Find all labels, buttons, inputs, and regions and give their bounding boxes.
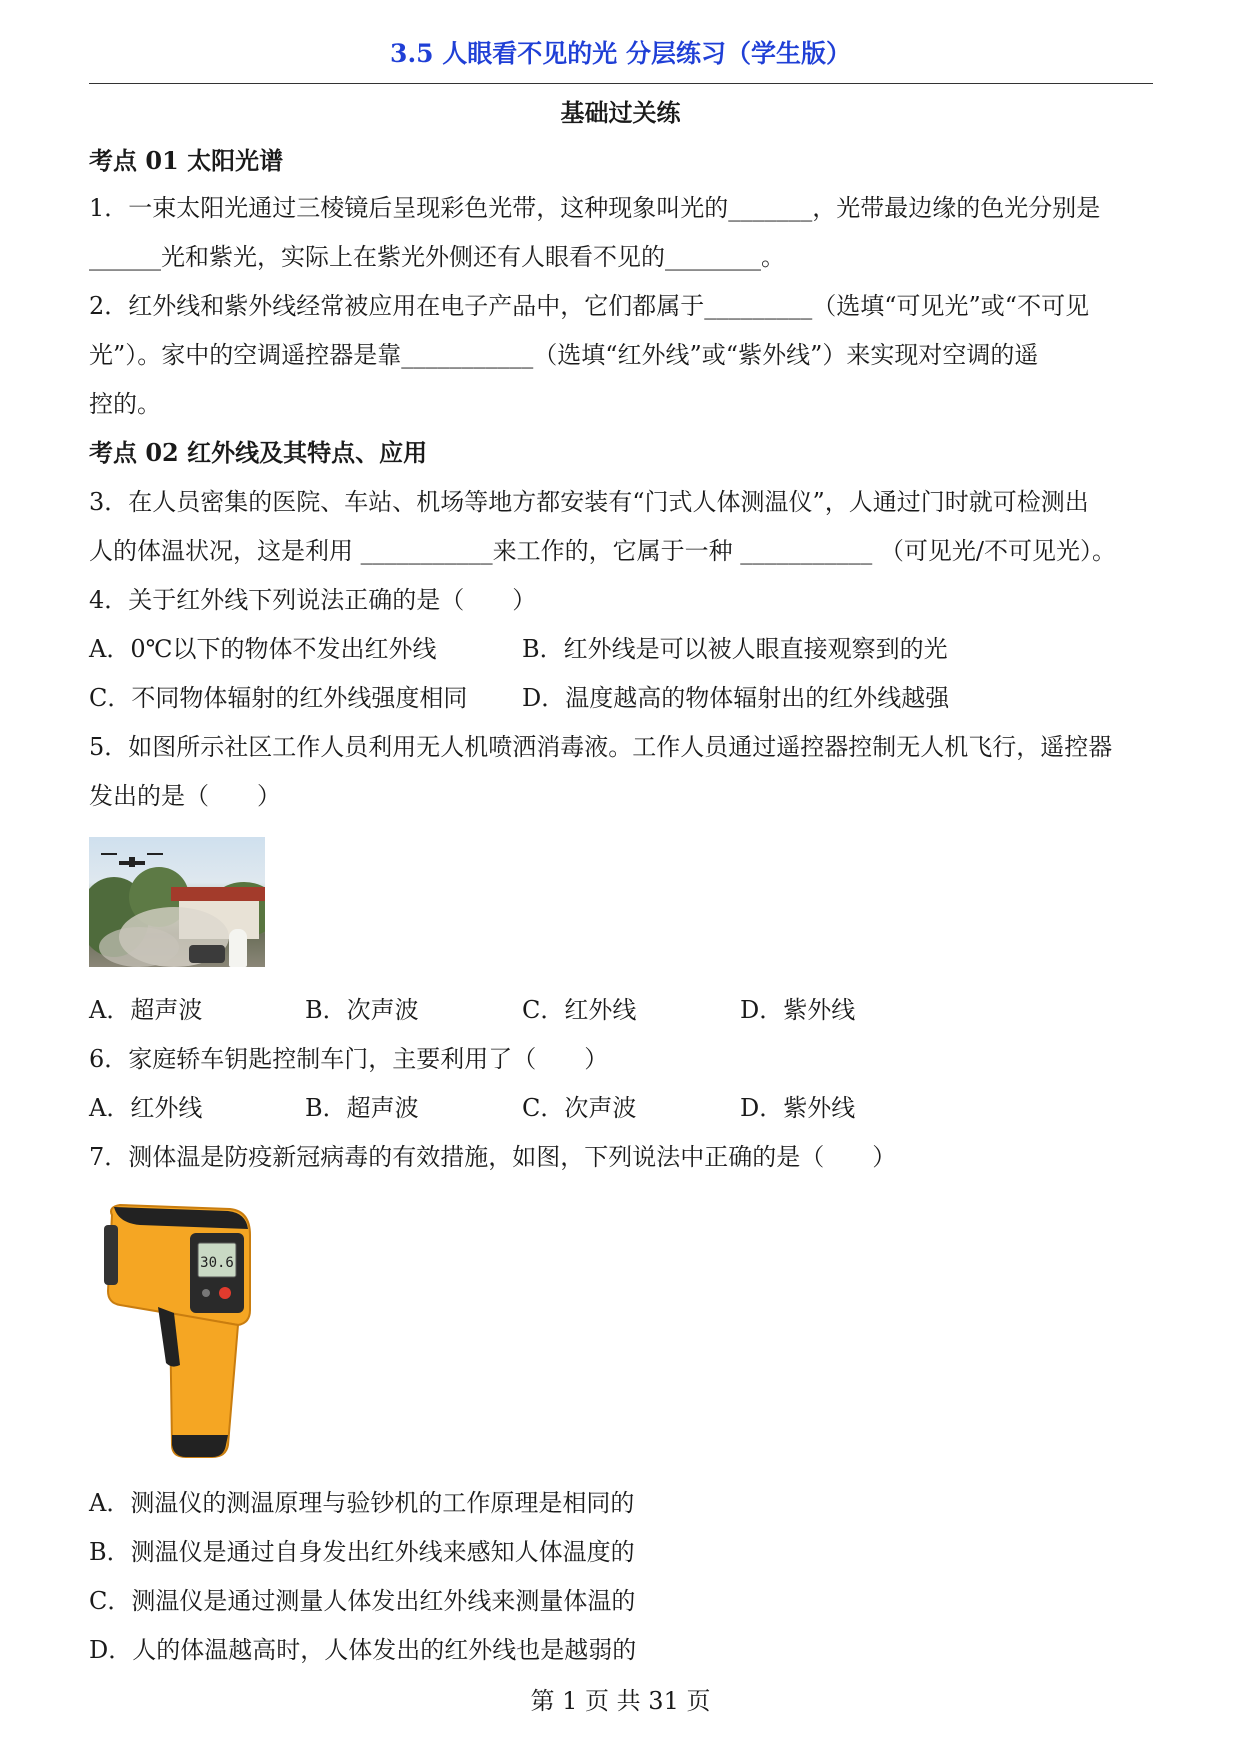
question-2-line-2: 光”）。家中的空调遥控器是靠___________（选填“红外线”或“紫外线”）来实现对空调的遥 bbox=[89, 341, 1039, 369]
question-3-line-1: 3．在人员密集的医院、车站、机场等地方都安装有“门式人体测温仪”，人通过门时就可检测出 bbox=[89, 488, 1089, 516]
section-title: 基础过关练 bbox=[560, 98, 681, 127]
question-1-line-2: ______光和紫光，实际上在紫光外侧还有人眼看不见的________。 bbox=[89, 243, 785, 271]
question-2-line-3: 控的。 bbox=[89, 390, 161, 418]
question-4-option-a: A．0℃以下的物体不发出红外线 bbox=[89, 635, 437, 663]
question-2-line-1: 2．红外线和紫外线经常被应用在电子产品中，它们都属于_________（选填“可见光”或“不可见 bbox=[89, 292, 1090, 320]
question-5-line-1: 5．如图所示社区工作人员利用无人机喷洒消毒液。工作人员通过遥控器控制无人机飞行，遥控器 bbox=[89, 733, 1113, 761]
question-6-option-b: B．超声波 bbox=[305, 1094, 419, 1122]
drone-spraying-photo bbox=[89, 837, 265, 967]
thermometer-display-reading: 30.6 bbox=[200, 1255, 234, 1271]
question-1-line-1: 1．一束太阳光通过三棱镜后呈现彩色光带，这种现象叫光的_______，光带最边缘的色光分别是 bbox=[89, 194, 1101, 222]
question-4-stem: 4．关于红外线下列说法正确的是（ ） bbox=[89, 586, 537, 614]
topic-heading-2: 考点 02 红外线及其特点、应用 bbox=[89, 438, 428, 467]
document-title: 3.5 人眼看不见的光 分层练习（学生版） bbox=[390, 39, 851, 68]
question-6-option-d: D．紫外线 bbox=[740, 1094, 856, 1122]
question-5-option-a: A．超声波 bbox=[89, 996, 203, 1024]
question-5-option-b: B．次声波 bbox=[305, 996, 419, 1024]
question-7-option-a: A．测温仪的测温原理与验钞机的工作原理是相同的 bbox=[89, 1489, 635, 1517]
topic-heading-1: 考点 01 太阳光谱 bbox=[89, 146, 284, 175]
page-footer: 第 1 页 共 31 页 bbox=[530, 1687, 711, 1715]
question-7-stem: 7．测体温是防疫新冠病毒的有效措施，如图，下列说法中正确的是（ ） bbox=[89, 1143, 897, 1171]
question-7-option-d: D．人的体温越高时，人体发出的红外线也是越弱的 bbox=[89, 1636, 637, 1664]
question-6-option-c: C．次声波 bbox=[522, 1094, 637, 1122]
question-7-option-b: B．测温仪是通过自身发出红外线来感知人体温度的 bbox=[89, 1538, 635, 1566]
question-4-option-d: D．温度越高的物体辐射出的红外线越强 bbox=[522, 684, 950, 712]
question-6-option-a: A．红外线 bbox=[89, 1094, 203, 1122]
infrared-thermometer-image bbox=[100, 1195, 260, 1460]
question-5-option-c: C．红外线 bbox=[522, 996, 637, 1024]
header-divider bbox=[89, 83, 1153, 84]
question-5-option-d: D．紫外线 bbox=[740, 996, 856, 1024]
question-7-option-c: C．测温仪是通过测量人体发出红外线来测量体温的 bbox=[89, 1587, 636, 1615]
question-4-option-c: C．不同物体辐射的红外线强度相同 bbox=[89, 684, 468, 712]
question-5-line-2: 发出的是（ ） bbox=[89, 782, 281, 810]
question-4-option-b: B．红外线是可以被人眼直接观察到的光 bbox=[522, 635, 948, 663]
question-3-line-2: 人的体温状况，这是利用 ___________来工作的，它属于一种 ___________ （可见光/不可见光）。 bbox=[89, 537, 1116, 565]
question-6-stem: 6．家庭轿车钥匙控制车门，主要利用了（ ） bbox=[89, 1045, 609, 1073]
